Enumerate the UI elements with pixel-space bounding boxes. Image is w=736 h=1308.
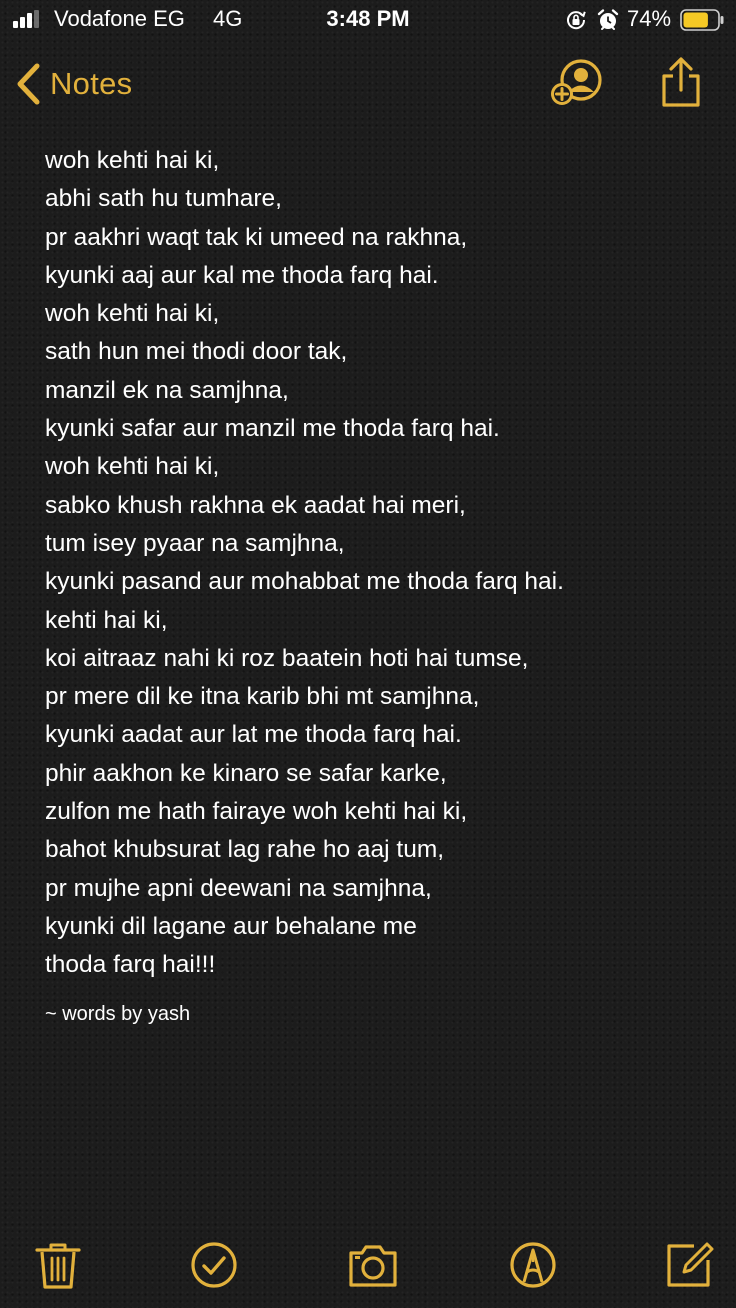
camera-icon[interactable] [346,1240,400,1290]
note-line: bahot khubsurat lag rahe ho aaj tum, [45,836,445,864]
note-line: kyunki safar aur manzil me thoda farq hai. [45,415,500,443]
note-line: kehti hai ki, [45,606,168,634]
note-line: pr mere dil ke itna karib bhi mt samjhna, [45,683,480,711]
note-line: tum isey pyaar na samjhna, [45,529,345,557]
note-line: koi aitraaz nahi ki roz baatein hoti hai tumse, [45,644,529,672]
note-line: zulfon me hath fairaye woh kehti hai ki, [45,798,468,826]
note-signature: ~ words by yash [45,1003,191,1025]
compose-icon[interactable] [664,1240,714,1290]
note-line: abhi sath hu tumhare, [45,185,282,213]
alarm-icon [596,8,620,32]
note-line: kyunki dil lagane aur behalane me [45,912,417,940]
note-line: pr aakhri waqt tak ki umeed na rakhna, [45,223,468,251]
status-bar [0,0,736,40]
note-line: woh kehti hai ki, [45,300,220,328]
note-line: sabko khush rakhna ek aadat hai meri, [45,491,466,519]
note-line: thoda farq hai!!! [45,951,216,979]
back-label: Notes [50,66,133,101]
trash-icon[interactable] [33,1240,83,1290]
checklist-icon[interactable] [189,1240,239,1290]
note-line: manzil ek na samjhna, [45,376,289,404]
note-line: phir aakhon ke kinaro se safar karke, [45,759,447,787]
add-person-icon[interactable] [548,58,608,108]
note-line: kyunki pasand aur mohabbat me thoda farq hai. [45,568,564,596]
battery-percent: 74% [627,6,672,31]
note-body[interactable] [45,142,715,985]
chevron-left-icon [14,62,42,106]
orientation-lock-icon [565,9,587,31]
note-line: kyunki aadat aur lat me thoda farq hai. [45,721,462,749]
status-time: 3:48 PM [326,6,410,31]
network-type: 4G [213,6,243,31]
markup-pen-icon[interactable] [508,1240,558,1290]
back-button[interactable] [14,60,132,108]
note-line: woh kehti hai ki, [45,453,220,481]
note-line: sath hun mei thodi door tak, [45,338,348,366]
share-icon[interactable] [658,56,704,108]
note-line: pr mujhe apni deewani na samjhna, [45,874,432,902]
note-line: woh kehti hai ki, [45,147,220,174]
note-line: kyunki aaj aur kal me thoda farq hai. [45,261,439,289]
battery-icon [680,9,724,31]
carrier-name: Vodafone EG [54,6,185,31]
